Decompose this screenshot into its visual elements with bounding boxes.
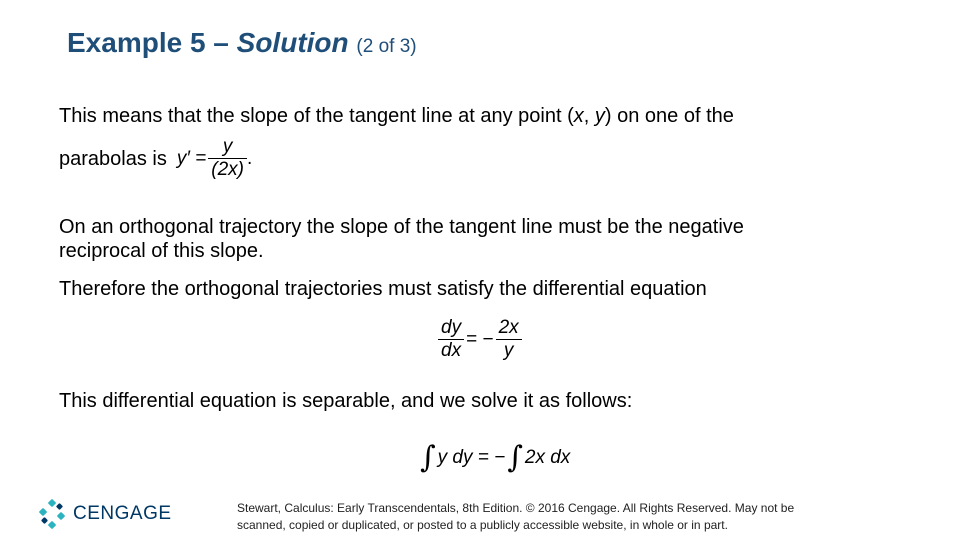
eq3-lhs: y dy = − (437, 446, 506, 468)
paragraph-therefore: Therefore the orthogonal trajectories must satisfy the differential equation (59, 278, 707, 300)
para1-line2-pre: parabolas is (59, 147, 167, 170)
copyright-line1: Stewart, Calculus: Early Transcendentals, 8th Edition. © 2016 Cengage. All Rights Reserved. May not be (237, 501, 795, 515)
equation-slope (177, 136, 252, 181)
para2-line2: reciprocal of this slope. (59, 240, 264, 262)
title-main: Example 5 – (67, 27, 229, 58)
equation-differential (438, 317, 522, 362)
comma: , (583, 105, 595, 127)
paragraph-separable: This differential equation is separable, and we solve it as follows: (59, 390, 633, 412)
title-solution: Solution (236, 27, 349, 58)
eq2-rhs-fraction (496, 317, 522, 362)
integral-sign-2: ∫ (507, 440, 523, 475)
eq1-fraction (208, 136, 247, 181)
paragraph-parabolas (59, 136, 252, 181)
eq1-denominator: (2x) (211, 159, 245, 180)
para1-line1-pre: This means that the slope of the tangent line at any point ( (59, 105, 574, 127)
title-part: (2 of 3) (356, 36, 417, 57)
cengage-mark-icon (37, 499, 67, 529)
page-title (67, 27, 417, 59)
para2-line1: On an orthogonal trajectory the slope of the tangent line must be the negative (59, 216, 744, 238)
copyright-notice (237, 500, 794, 534)
cengage-wordmark: CENGAGE (73, 503, 172, 524)
eq2-rhs-denominator: y (503, 340, 514, 361)
eq2-rhs-numerator: 2x (498, 317, 519, 338)
eq2-lhs-fraction (438, 317, 464, 362)
eq2-lhs-denominator: dx (441, 340, 462, 361)
copyright-line2: scanned, copied or duplicated, or posted to a publicly accessible website, in whole or in part. (237, 518, 728, 532)
var-x: x (573, 105, 584, 127)
integral-sign: ∫ (420, 440, 436, 475)
paragraph-slope (59, 104, 734, 128)
eq2-operator: = − (466, 328, 494, 350)
eq3-rhs: 2x dx (524, 446, 571, 468)
para1-line1-post: ) on one of the (604, 105, 734, 127)
cengage-logo (37, 499, 172, 529)
eq2-lhs-numerator: dy (441, 317, 462, 338)
paragraph-orthogonal (59, 215, 744, 263)
equation-integral (420, 440, 570, 475)
var-y: y (594, 105, 605, 127)
eq1-period: . (247, 147, 253, 169)
eq1-numerator: y (222, 136, 233, 157)
eq1-lhs: y′ = (176, 147, 207, 169)
